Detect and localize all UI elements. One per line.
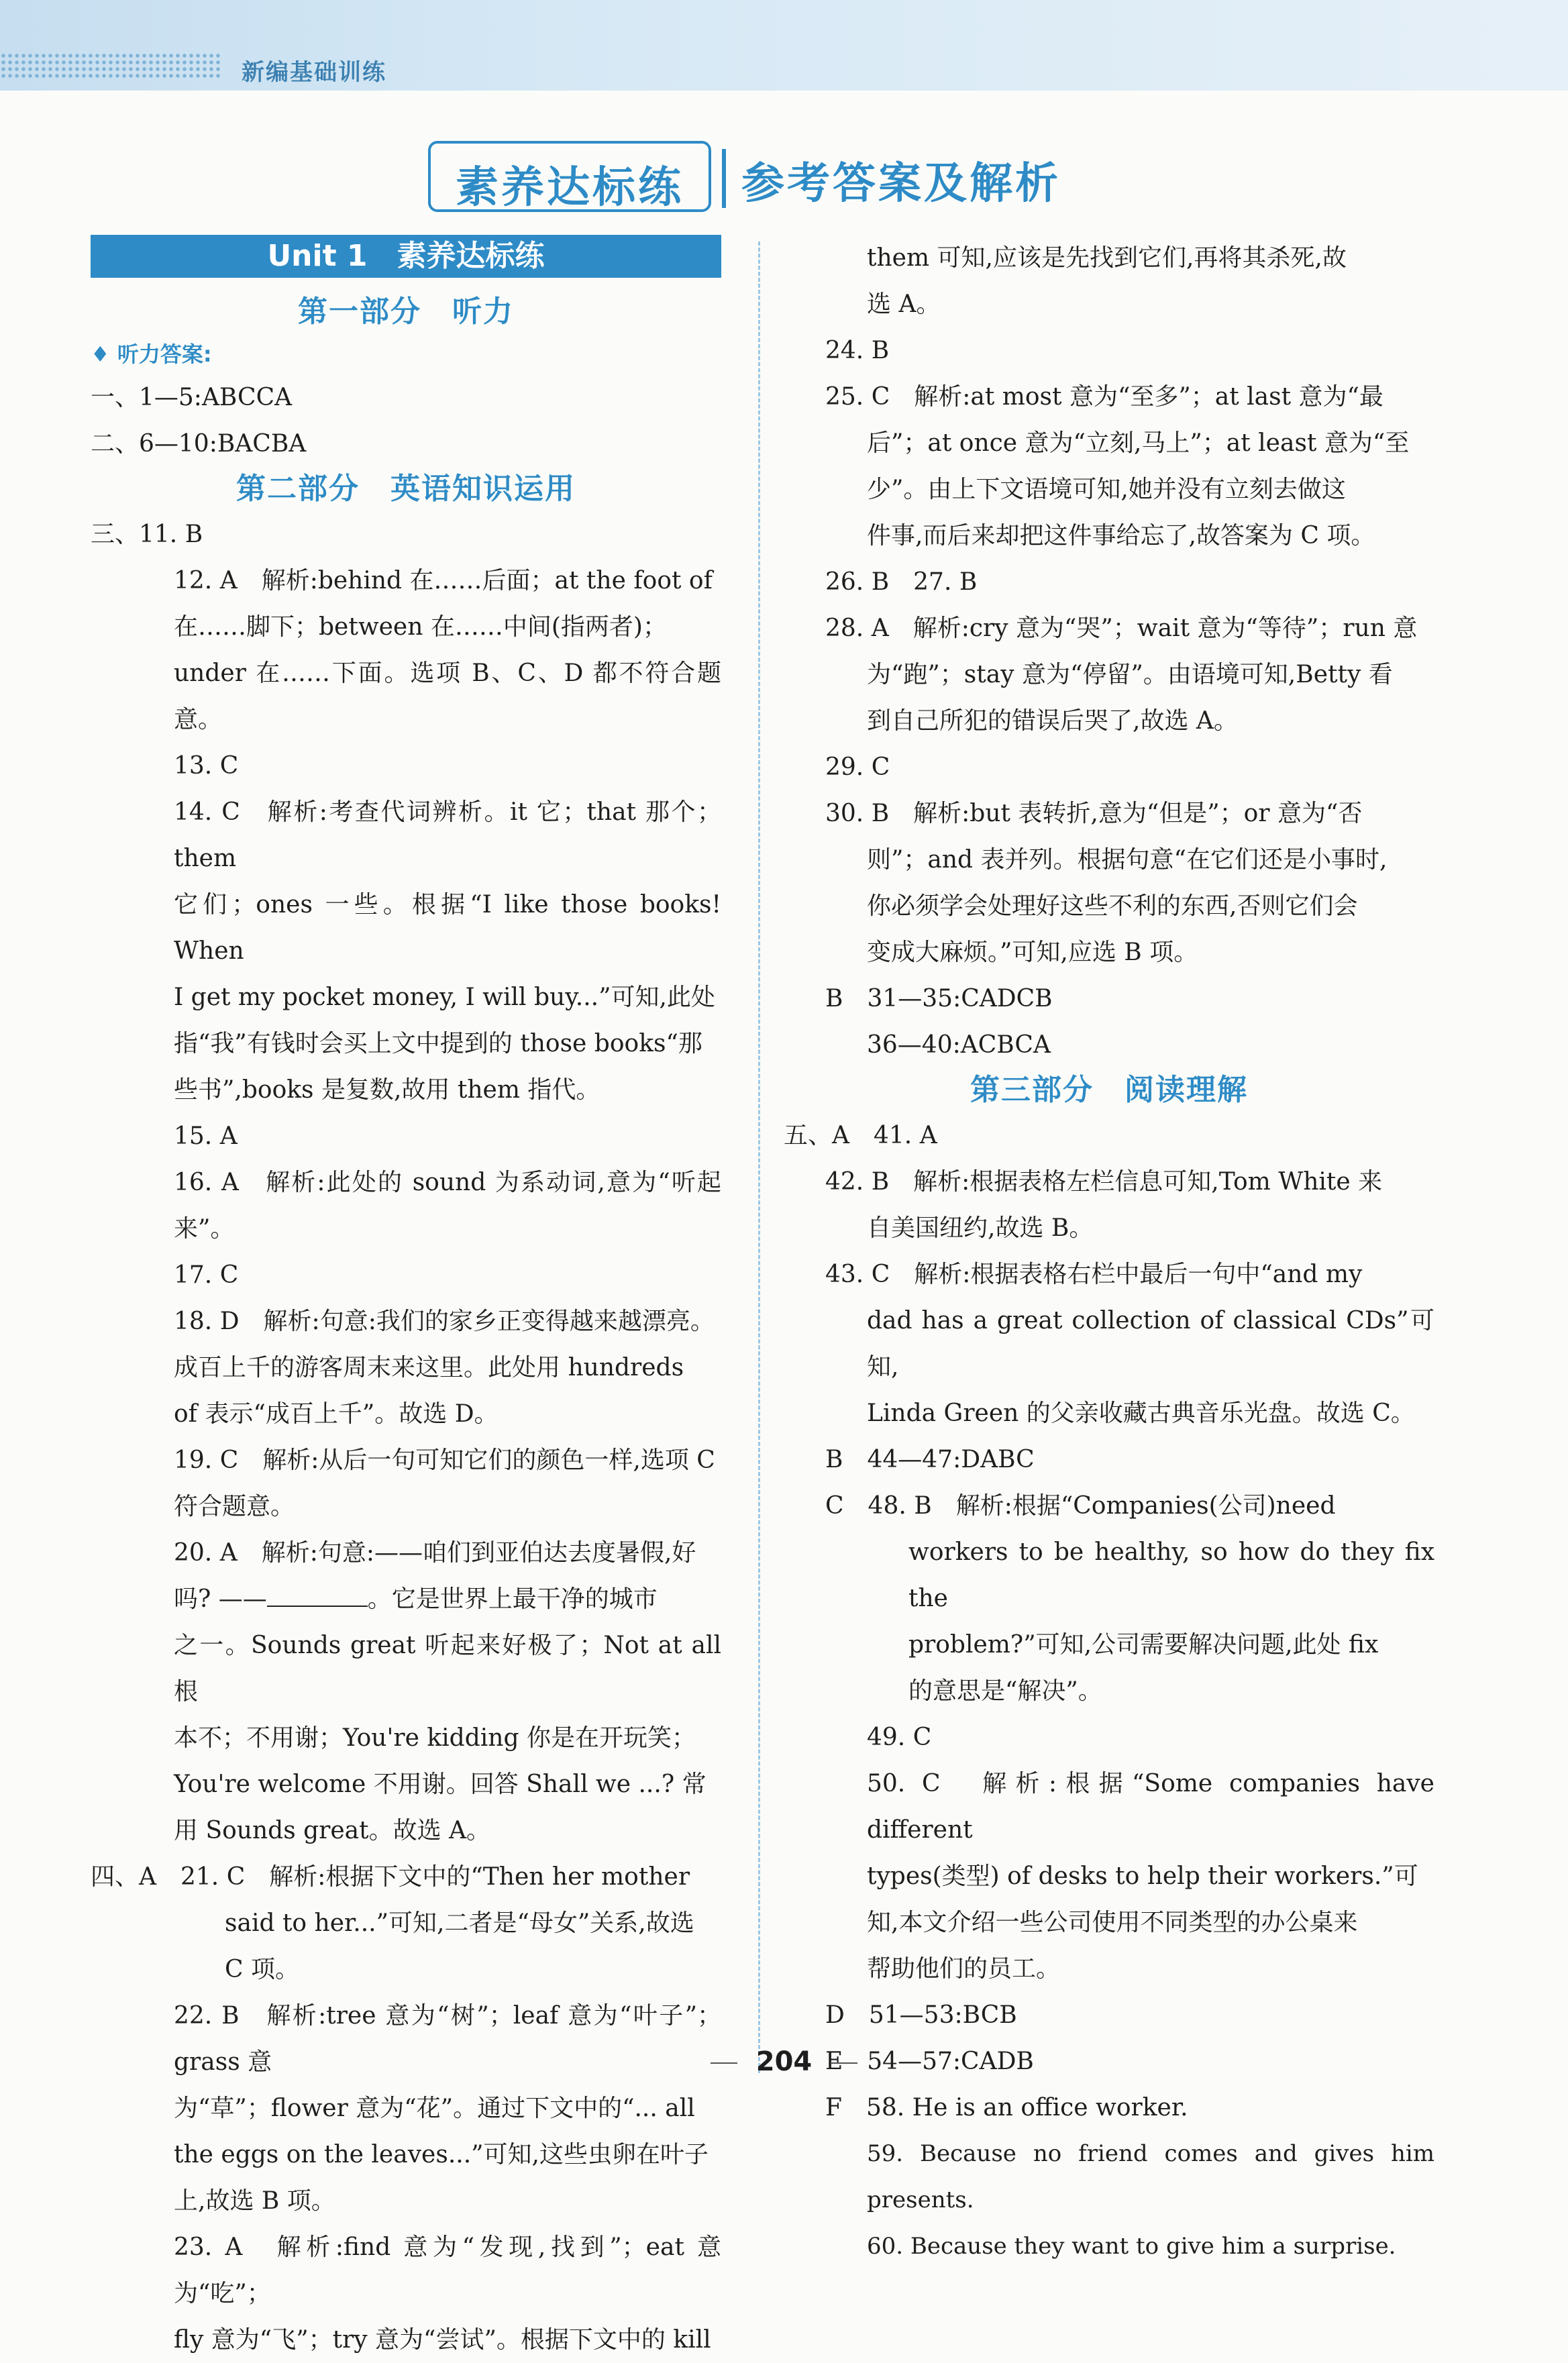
answer-row: 28. A 解析:cry 意为“哭”；wait 意为“等待”；run 意 <box>825 615 1418 642</box>
listening-tag: ♦ 听力答案: <box>91 342 212 367</box>
answer-row: 符合题意。 <box>174 1493 295 1520</box>
answer-row: C 48. B 解析:根据“Companies(公司)need <box>825 1492 1336 1520</box>
answer-row: said to her...”可知,二者是“母女”关系,故选 <box>225 1909 694 1937</box>
answer-row: 19. C 解析:从后一句可知它们的颜色一样,选项 C <box>174 1447 715 1474</box>
answer-row: 为“草”；flower 意为“花”。通过下文中的“... all <box>174 2095 695 2122</box>
answer-row: 它们；ones 一些。根据“I like those books! When <box>174 891 721 965</box>
answer-row: 30. B 解析:but 表转折,意为“但是”；or 意为“否 <box>825 800 1363 827</box>
page-number-text: 204 <box>755 2046 813 2077</box>
answer-row: 指“我”有钱时会买上文中提到的 those books“那 <box>174 1030 702 1057</box>
answer-row: 14. C 解析:考查代词辨析。it 它；that 那个；them <box>174 798 721 872</box>
answer-row: 些书”,books 是复数,故用 them 指代。 <box>174 1076 600 1104</box>
answer-row: 17. C <box>174 1261 239 1289</box>
title-left: 素养达标练 <box>456 163 684 213</box>
answer-row: 后”；at once 意为“立刻,马上”；at least 意为“至 <box>867 429 1410 457</box>
answer-row: 50. C 解析:根据“Some companies have different <box>867 1770 1434 1844</box>
answer-row: 29. C <box>825 753 890 781</box>
answer-row: D 51—53:BCB <box>825 2001 1017 2029</box>
answer-row: 帮助他们的员工。 <box>867 1955 1061 1983</box>
answer-row: 的意思是“解决”。 <box>908 1677 1102 1705</box>
answer-row <box>91 1576 721 1622</box>
answer-row: B 44—47:DABC <box>825 1446 1035 1473</box>
answer-row: under 在……下面。选项 B、C、D 都不符合题意。 <box>174 660 721 733</box>
answer-row: 变成大麻烦。”可知,应选 B 项。 <box>867 939 1198 966</box>
answer-row: 在……脚下；between 在……中间(指两者)； <box>174 613 667 641</box>
page-number <box>0 2046 1568 2077</box>
header-dot-pattern <box>0 52 221 79</box>
answer-row: 三、11. B <box>91 521 203 548</box>
answer-row: 60. Because they want to give him a surprise. <box>867 2233 1396 2260</box>
answer-row: F 58. He is an office worker. <box>825 2094 1188 2121</box>
answer-row: 20. A 解析:句意:——咱们到亚伯达去度暑假,好 <box>174 1539 696 1567</box>
answer-row: 12. A 解析:behind 在……后面；at the foot of <box>174 567 713 594</box>
answer-row: You're welcome 不用谢。回答 Shall we ...? 常 <box>174 1771 707 1798</box>
series-title: 新编基础训练 <box>242 59 386 86</box>
answer-row: 25. C 解析:at most 意为“至多”；at last 意为“最 <box>825 383 1383 411</box>
answer-row: 件事,而后来却把这件事给忘了,故答案为 C 项。 <box>867 522 1375 549</box>
answer-row: 13. C <box>174 752 239 780</box>
answer-row: problem?”可知,公司需要解决问题,此处 fix <box>908 1631 1379 1659</box>
answer-blank <box>267 1585 368 1607</box>
answer-row: fly 意为“飞”；try 意为“尝试”。根据下文中的 kill <box>174 2326 711 2354</box>
answer-row: 四、A 21. C 解析:根据下文中的“Then her mother <box>91 1863 690 1891</box>
answer-row: 24. B <box>825 337 890 364</box>
answer-row: 选 A。 <box>867 291 941 318</box>
answer-row: 自美国纽约,故选 B。 <box>867 1214 1094 1242</box>
answer-row: 49. C <box>867 1724 932 1751</box>
answer-row: 26. B 27. B <box>825 568 978 596</box>
section-part1: 第一部分 听力 <box>298 295 514 329</box>
answer-row: 则”；and 表并列。根据句意“在它们还是小事时, <box>867 846 1388 874</box>
answer-row: types(类型) of desks to help their workers.”可 <box>867 1862 1418 1890</box>
answer-text: 。它是世界上最干净的城市 <box>367 1585 658 1613</box>
answer-row: 本不；不用谢；You're kidding 你是在开玩笑； <box>174 1724 696 1752</box>
answer-row: 36—40:ACBCA <box>867 1031 1051 1059</box>
answer-row: 18. D 解析:句意:我们的家乡正变得越来越漂亮。 <box>174 1308 715 1335</box>
answer-row: 16. A 解析:此处的 sound 为系动词,意为“听起来”。 <box>174 1169 721 1243</box>
answer-row: 二、6—10:BACBA <box>91 430 307 458</box>
answer-row: 你必须学会处理好这些不利的东西,否则它们会 <box>867 892 1358 920</box>
answer-row: I get my pocket money, I will buy...”可知,此处 <box>174 984 715 1011</box>
answer-row: C 项。 <box>225 1956 299 1983</box>
answer-row: dad has a great collection of classical CDs”可知, <box>867 1307 1434 1381</box>
answer-row: 一、1—5:ABCCA <box>91 384 293 411</box>
answer-row: 为“跑”；stay 意为“停留”。由语境可知,Betty 看 <box>867 661 1393 688</box>
answer-row: 43. C 解析:根据表格右栏中最后一句中“and my <box>825 1261 1363 1288</box>
answer-row: 用 Sounds great。故选 A。 <box>174 1817 491 1844</box>
answer-row: 五、A 41. A <box>784 1122 937 1149</box>
title-right: 参考答案及解析 <box>741 159 1061 209</box>
answer-row: 42. B 解析:根据表格左栏信息可知,Tom White 来 <box>825 1168 1383 1196</box>
answer-row: 15. A <box>174 1122 238 1150</box>
answer-row: them 可知,应该是先找到它们,再将其杀死,故 <box>867 244 1347 272</box>
answer-row: Linda Green 的父亲收藏古典音乐光盘。故选 C。 <box>867 1400 1415 1427</box>
answer-row: 成百上千的游客周末来这里。此处用 hundreds <box>174 1354 684 1381</box>
answer-row: E 54—57:CADB <box>825 2048 1034 2075</box>
answer-row: 之一。Sounds great 听起来好极了；Not at all 根 <box>174 1632 721 1705</box>
answer-row: the eggs on the leaves...”可知,这些虫卵在叶子 <box>174 2141 709 2168</box>
header-band <box>0 0 1568 91</box>
answer-row: 上,故选 B 项。 <box>174 2187 335 2215</box>
title-box <box>428 141 711 212</box>
answer-row: 到自己所犯的错误后哭了,故选 A。 <box>867 707 1238 735</box>
answer-row: 22. B 解析:tree 意为“树”；leaf 意为“叶子”；grass 意 <box>174 2002 721 2076</box>
right-column <box>784 235 1434 2270</box>
section-part2: 第二部分 英语知识运用 <box>236 472 576 506</box>
section-part3: 第三部分 阅读理解 <box>970 1073 1248 1107</box>
answer-row: 59. Because no friend comes and gives him presents. <box>867 2140 1434 2213</box>
title-divider <box>722 149 726 208</box>
answer-text: 吗? —— <box>174 1585 267 1613</box>
answer-row: of 表示“成百上千”。故选 D。 <box>174 1400 499 1428</box>
left-column <box>91 235 721 2363</box>
answer-row: 少”。由上下文语境可知,她并没有立刻去做这 <box>867 476 1346 503</box>
unit-title: Unit 1 素养达标练 <box>91 235 721 278</box>
answer-row: B 31—35:CADCB <box>825 985 1053 1012</box>
answer-row: workers to be healthy, so how do they fix the <box>908 1538 1434 1612</box>
answer-row: 23. A 解析:find 意为“发现,找到”；eat 意为“吃”； <box>174 2234 721 2307</box>
answer-row: 知,本文介绍一些公司使用不同类型的办公桌来 <box>867 1909 1358 1936</box>
column-divider <box>758 242 760 2073</box>
